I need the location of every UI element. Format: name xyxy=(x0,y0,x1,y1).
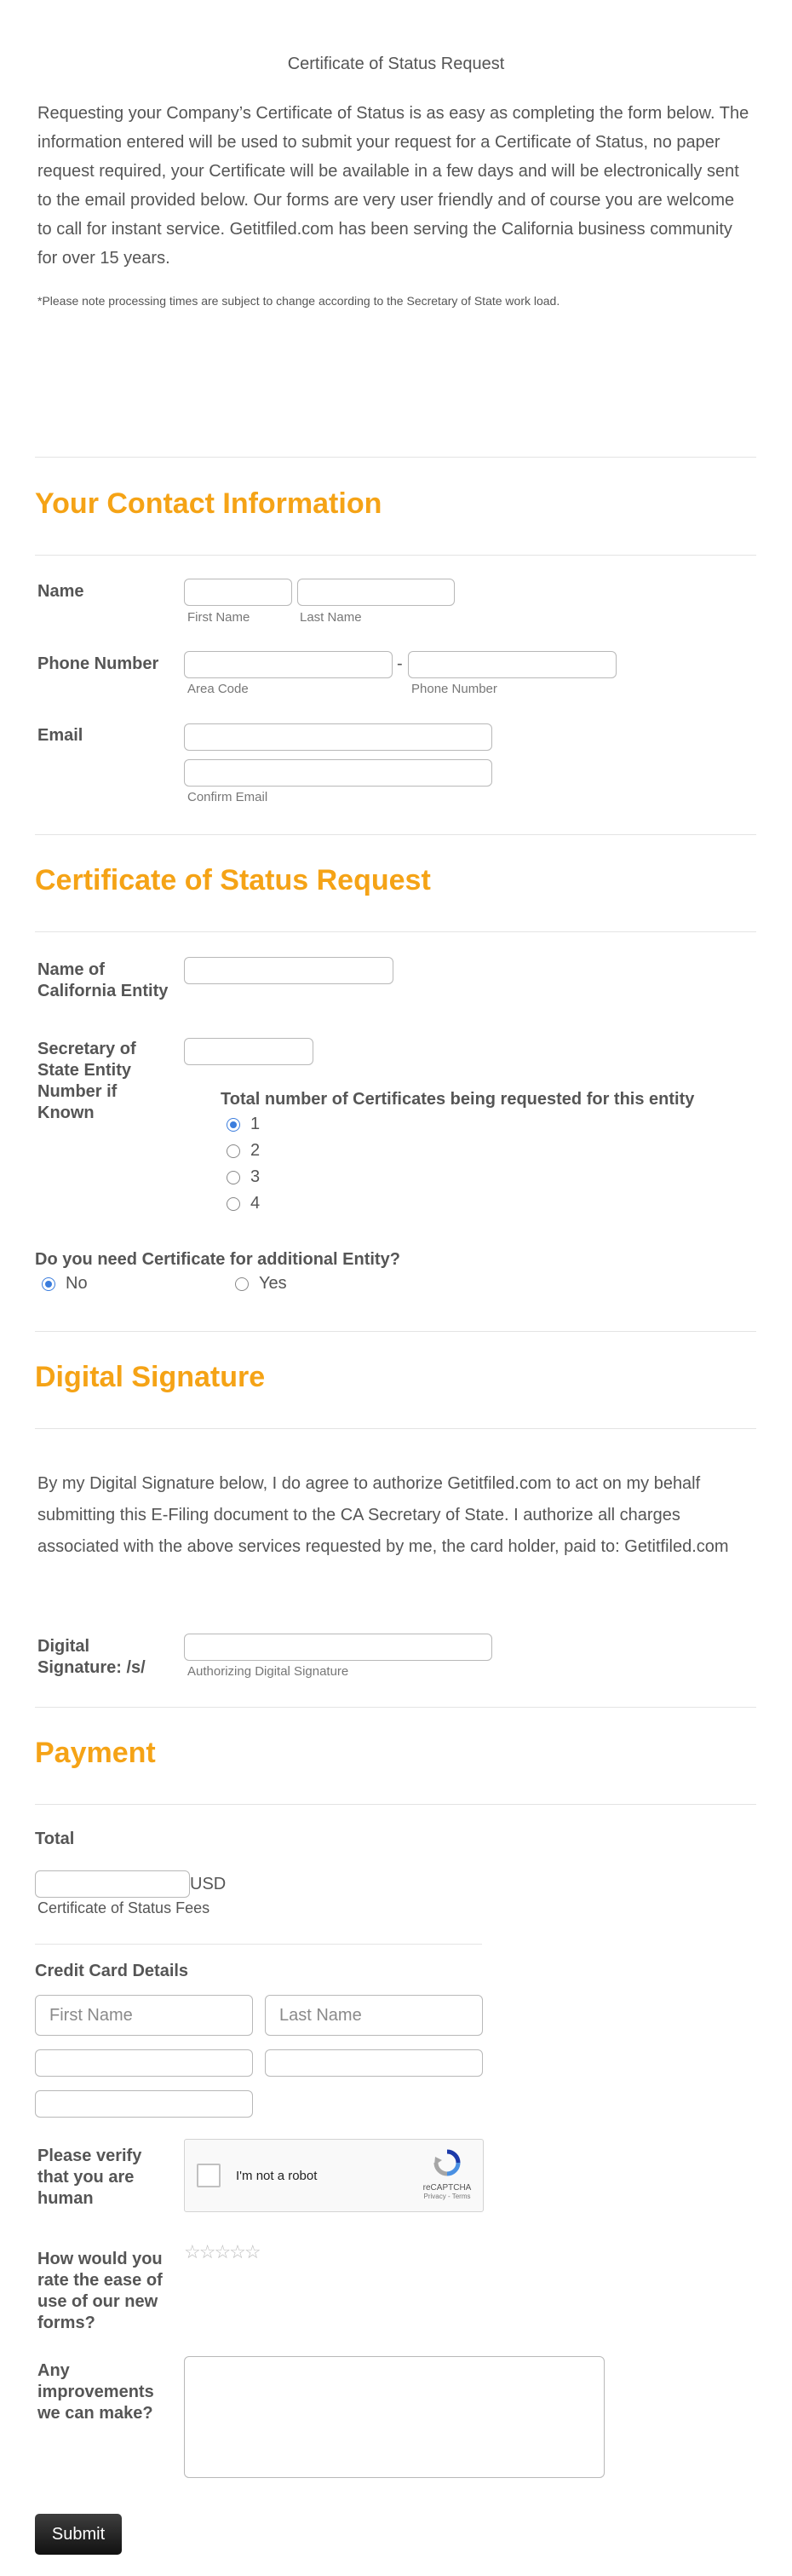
phone-label: Phone Number xyxy=(37,654,159,673)
certificate-count-question: Total number of Certificates being requested for this entity xyxy=(221,1090,695,1109)
area-code-input[interactable] xyxy=(184,651,393,678)
processing-note: *Please note processing times are subject to change according to the Secretary of State work load. xyxy=(37,294,560,308)
phone-number-sublabel: Phone Number xyxy=(411,682,497,696)
contact-heading: Your Contact Information xyxy=(35,487,382,520)
radio-button[interactable] xyxy=(42,1277,55,1291)
recaptcha-text: I'm not a robot xyxy=(236,2169,318,2183)
radio-label: No xyxy=(66,1274,88,1293)
improvements-label: Any improvements we can make? xyxy=(37,2361,154,2423)
radio-label: 1 xyxy=(250,1115,261,1133)
certificate-count-option[interactable] xyxy=(227,1194,260,1213)
last-name-sublabel: Last Name xyxy=(300,610,362,625)
recaptcha-widget xyxy=(184,2139,484,2212)
improvements-textarea[interactable] xyxy=(184,2356,605,2478)
first-name-input[interactable] xyxy=(184,579,292,606)
divider xyxy=(35,457,756,458)
additional-entity-option-no[interactable] xyxy=(42,1274,88,1294)
certificate-count-option[interactable] xyxy=(227,1115,260,1134)
currency-label: USD xyxy=(190,1875,227,1893)
card-number-input[interactable] xyxy=(35,2049,253,2077)
signature-agreement-text: By my Digital Signature below, I do agree to authorize Getitfiled.com to act on my behalf submitting this E-Filing document to the CA Secretary of State. I authorize all charges associated with the above services requested by me, the card holder, paid to: Getitfiled.com xyxy=(37,1474,729,1556)
confirm-email-sublabel: Confirm Email xyxy=(187,790,268,804)
total-label: Total xyxy=(35,1830,75,1848)
request-heading: Certificate of Status Request xyxy=(35,864,431,896)
recaptcha-logo xyxy=(422,2148,473,2200)
submit-button[interactable]: Submit xyxy=(35,2514,122,2555)
email-input[interactable] xyxy=(184,723,492,751)
radio-label: 2 xyxy=(250,1141,261,1160)
radio-button[interactable] xyxy=(227,1118,240,1132)
radio-button[interactable] xyxy=(227,1171,240,1184)
payment-heading: Payment xyxy=(35,1737,156,1769)
divider xyxy=(35,1804,756,1805)
phone-dash: - xyxy=(397,654,403,673)
phone-number-input[interactable] xyxy=(408,651,617,678)
card-cvv-input[interactable] xyxy=(35,2090,253,2118)
last-name-input[interactable] xyxy=(297,579,455,606)
divider xyxy=(35,555,756,556)
entity-name-input[interactable] xyxy=(184,957,393,984)
total-input[interactable] xyxy=(35,1870,190,1898)
area-code-sublabel: Area Code xyxy=(187,682,249,696)
recaptcha-icon xyxy=(433,2148,462,2177)
recaptcha-brand: reCAPTCHA xyxy=(422,2183,472,2193)
certificate-count-option[interactable] xyxy=(227,1167,260,1187)
divider xyxy=(35,931,756,932)
signature-heading: Digital Signature xyxy=(35,1361,266,1393)
additional-entity-option-yes[interactable] xyxy=(235,1274,287,1294)
card-expiry-input[interactable] xyxy=(265,2049,483,2077)
signature-input[interactable] xyxy=(184,1634,492,1661)
star-rating[interactable]: ☆☆☆☆☆ xyxy=(184,2241,260,2262)
radio-button[interactable] xyxy=(227,1197,240,1211)
entity-name-label: Name of California Entity xyxy=(37,960,169,1000)
radio-button[interactable] xyxy=(235,1277,249,1291)
radio-label: 3 xyxy=(250,1167,261,1186)
divider xyxy=(35,1707,756,1708)
email-label: Email xyxy=(37,726,83,745)
radio-label: Yes xyxy=(259,1274,287,1293)
divider xyxy=(35,1944,482,1945)
additional-entity-question: Do you need Certificate for additional Entity? xyxy=(35,1250,400,1269)
signature-label: Digital Signature: /s/ xyxy=(37,1637,146,1677)
signature-sublabel: Authorizing Digital Signature xyxy=(187,1664,349,1679)
entity-number-input[interactable] xyxy=(184,1038,313,1065)
fees-sublabel: Certificate of Status Fees xyxy=(37,1899,210,1916)
recaptcha-checkbox[interactable] xyxy=(197,2164,221,2187)
card-details-heading: Credit Card Details xyxy=(35,1962,189,1980)
rating-label: How would you rate the ease of use of our new forms? xyxy=(37,2250,163,2332)
divider xyxy=(35,1428,756,1429)
certificate-count-option[interactable] xyxy=(227,1141,260,1161)
verify-label: Please verify that you are human xyxy=(37,2147,142,2208)
divider xyxy=(35,1331,756,1332)
entity-number-label: Secretary of State Entity Number if Known xyxy=(37,1040,136,1122)
card-first-name-input[interactable] xyxy=(35,1995,253,2036)
recaptcha-links[interactable]: Privacy - Terms xyxy=(423,2193,471,2200)
name-label: Name xyxy=(37,582,84,601)
radio-button[interactable] xyxy=(227,1144,240,1158)
confirm-email-input[interactable] xyxy=(184,759,492,787)
divider xyxy=(35,834,756,835)
first-name-sublabel: First Name xyxy=(187,610,250,625)
radio-label: 4 xyxy=(250,1194,261,1213)
intro-text: Requesting your Company’s Certificate of Status is as easy as completing the form below. The information entered will be used to submit your request for a Certificate of Status, no paper request required, your Certificate will be available in a few days and will be electronically sent to the email provided below. Our forms are very user friendly and of course you are welcome to call for instant service. Getitfiled.com has been serving the California business community for over 15 years. xyxy=(37,104,749,268)
page-title: Certificate of Status Request xyxy=(287,55,505,73)
card-last-name-input[interactable] xyxy=(265,1995,483,2036)
